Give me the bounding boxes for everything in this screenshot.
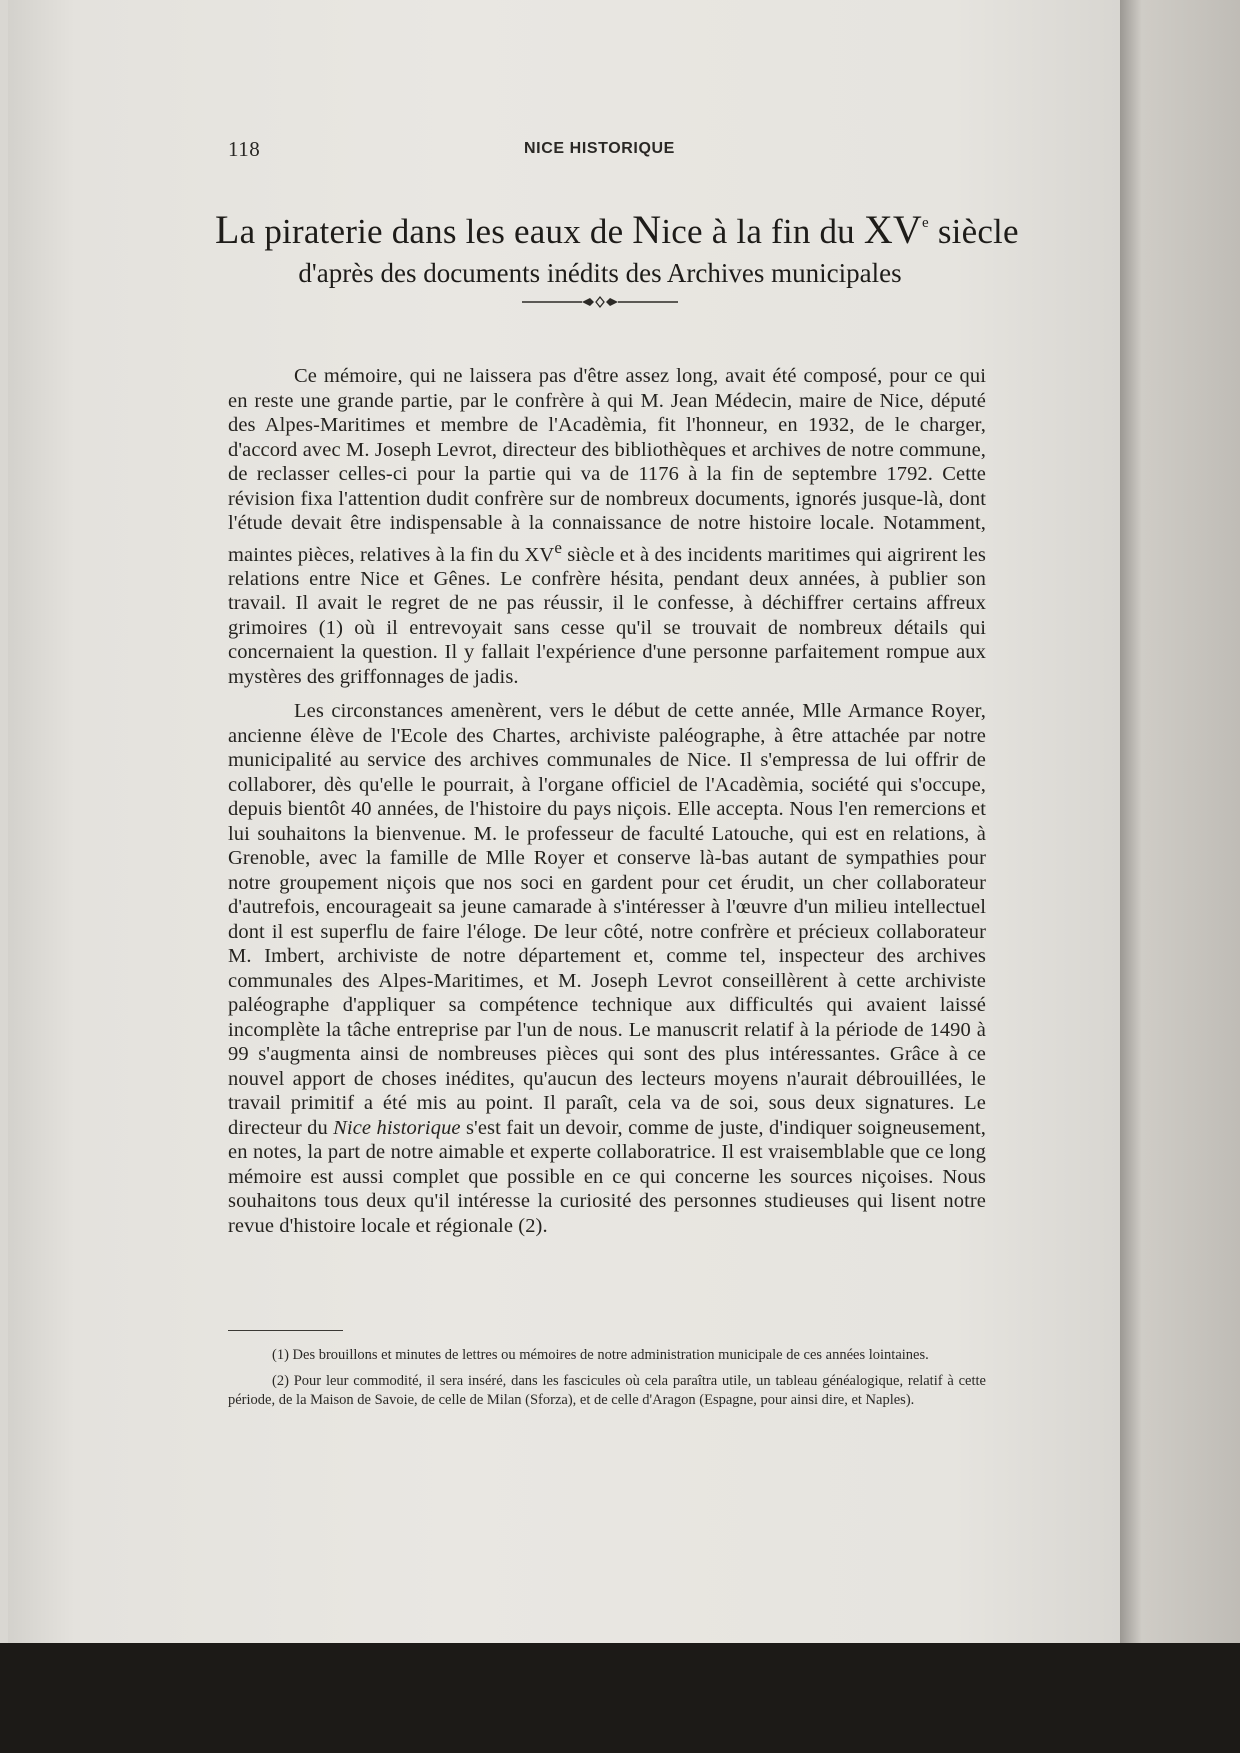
title-ornament	[520, 295, 680, 309]
title-initial: N	[632, 207, 662, 252]
scan-bottom-border	[0, 1643, 1240, 1753]
title-initial: L	[215, 207, 240, 252]
title-word: la	[736, 212, 763, 251]
century-roman: XV	[524, 543, 555, 566]
title-word: ice	[661, 212, 703, 251]
journal-title-italic: Nice historique	[333, 1116, 461, 1139]
title-word: dans	[391, 212, 457, 251]
title-word: siècle	[937, 212, 1019, 251]
title-word: du	[819, 212, 855, 251]
title-century-superscript: e	[922, 215, 929, 231]
journal-name: NICE HISTORIQUE	[524, 140, 675, 157]
footnote-2: (2) Pour leur commodité, il sera inséré, dans les fascicules où cela paraîtra utile, un tableau généalogique, relatif à cette période, de la Maison de Savoie, de celle de Milan (Sforza), et de celle d'Aragon (Espagne, pour ainsi dire, et Naples).	[228, 1373, 986, 1408]
footnote-1: (1) Des brouillons et minutes de lettres ou mémoires de notre administration municipale de ces années lointaines.	[272, 1347, 929, 1363]
page-number: 118	[228, 137, 261, 161]
title-word: piraterie	[264, 212, 383, 251]
title-word: eaux	[514, 212, 581, 251]
century-superscript: e	[554, 537, 563, 557]
running-head	[0, 137, 1240, 161]
article-subtitle: d'après des documents inédits des Archives municipales	[298, 258, 902, 288]
title-word: les	[465, 212, 506, 251]
title-word: à	[711, 212, 728, 251]
footnotes	[228, 1346, 986, 1417]
article-body	[228, 364, 986, 1238]
title-word: fin	[771, 212, 811, 251]
title-word: de	[589, 212, 624, 251]
paragraph-1: Ce mémoire, qui ne laissera pas d'être assez long, avait été composé, pour ce qui en reste une grande partie, par le confrère à qui M. Jean Médecin, maire de Nice, député des Alpes-Maritimes et membre de l'Acadèmia, fit l'honneur, en 1932, de le charger, d'accord avec M. Joseph Levrot, directeur des bibliothèques et archives de notre commune, de reclasser celles-ci pour la partie qui va de 1176 à la fin de septembre 1792. Cette révision fixa l'attention dudit confrère sur de nombreux documents, ignorés jusque-là, dont l'étude devait être indispensable à la connaissance de notre histoire locale. Notamment, maintes pièces, relatives à la fin du XVe siècle et à des incidents maritimes qui aigrirent les relations entre Nice et Gênes. Le confrère hésita, pendant deux années, à publier son travail. Il avait le regret de ne pas réussir, il le confesse, à déchiffrer certains affreux grimoires (1) où il entrevoyait sans cesse qu'il se trouvait de nombreux détails qui concernaient la question. Il y fallait l'expérience d'une personne parfaitement rompue aux mystères des griffonnages de jadis.	[228, 365, 986, 688]
paragraph-2: Les circonstances amenèrent, vers le début de cette année, Mlle Armance Royer, ancienne élève de l'Ecole des Chartes, archiviste paléographe, à être attachée par notre municipalité au service des archives communales de Nice. Il s'empressa de lui offrir de collaborer, dès qu'elle le pourrait, à l'organe officiel de l'Acadèmia, société qui s'occupe, depuis bientôt 40 années, de l'histoire du pays niçois. Elle accepta. Nous l'en remercions et lui souhaitons la bienvenue. M. le professeur de faculté Latouche, qui est en relations, à Grenoble, avec la famille de Mlle Royer et conserve là-bas autant de sympathies pour notre groupement niçois que nos soci en gardent pour cet érudit, un cher collaborateur d'autrefois, encourageait sa jeune camarade à s'intéresser à l'œuvre d'un milieu intellectuel dont il est superflu de faire l'éloge. De leur côté, notre confrère et précieux collaborateur M. Imbert, archiviste de notre département et, comme tel, inspecteur des archives communales des Alpes-Maritimes, et M. Joseph Levrot conseillèrent à cette archiviste paléographe d'appliquer sa compétence technique aux difficultés qui avaient laissé incomplète la tâche entreprise par l'un de nous. Le manuscrit relatif à la période de 1490 à 99 s'augmenta ainsi de nombreuses pièces qui sont des plus intéressantes. Grâce à ce nouvel apport de choses inédites, qu'aucun des lecteurs moyens n'aurait débrouillées, le travail primitif a été mis au point. Il paraît, cela va de soi, sous deux signatures. Le directeur du Nice historique s'est fait un devoir, comme de juste, d'indiquer soigneusement, en notes, la part de notre aimable et experte collaboratrice. Il est vraisemblable que ce long mémoire est aussi complet que possible en ce qui concerne les sources niçoises. Nous souhaitons tous deux qu'il intéresse la curiosité des personnes studieuses qui lisent notre revue d'histoire locale et régionale (2).	[228, 700, 986, 1237]
footnote-separator	[228, 1330, 343, 1331]
title-word: a	[239, 212, 256, 251]
adjacent-page-edge	[1120, 0, 1240, 1643]
article-title	[215, 206, 1019, 253]
title-century: XV	[863, 207, 923, 252]
